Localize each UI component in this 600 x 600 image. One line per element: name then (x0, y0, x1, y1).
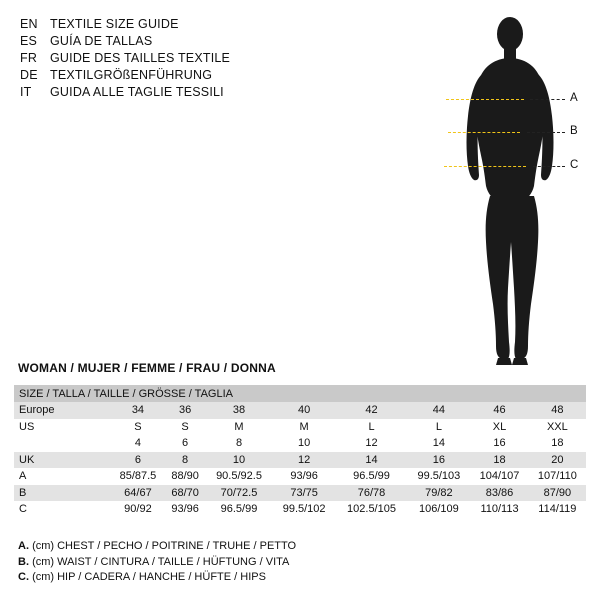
cell: S (165, 419, 205, 436)
hip-measure-line (444, 166, 526, 167)
cell: 99.5/103 (407, 468, 470, 485)
cell: 6 (111, 452, 165, 469)
cell: 20 (529, 452, 586, 469)
cell: 87/90 (529, 485, 586, 502)
language-code: ES (20, 34, 38, 48)
row-label (14, 435, 111, 452)
size-table (14, 385, 586, 518)
row-label: A (14, 468, 111, 485)
cell: 36 (165, 402, 205, 419)
language-code: IT (20, 85, 32, 99)
cell: 90/92 (111, 501, 165, 518)
table-header-label: SIZE / TALLA / TAILLE / GRÖSSE / TAGLIA (14, 385, 586, 402)
cell: 88/90 (165, 468, 205, 485)
row-label: US (14, 419, 111, 436)
cell: S (111, 419, 165, 436)
footnote-letter: C. (18, 571, 29, 583)
footnote-letter: B. (18, 555, 29, 568)
cell: 40 (273, 402, 336, 419)
cell: 34 (111, 402, 165, 419)
cell: 10 (273, 435, 336, 452)
cell: 73/75 (273, 485, 336, 502)
row-label: UK (14, 452, 111, 469)
cell: 18 (470, 452, 528, 469)
cell: M (273, 419, 336, 436)
language-code: EN (20, 17, 38, 31)
cell: XL (470, 419, 528, 436)
cell: 76/78 (336, 485, 408, 502)
footnote-a (18, 539, 296, 555)
cell: 10 (205, 452, 272, 469)
cell: XXL (529, 419, 586, 436)
cell: 14 (336, 452, 408, 469)
footnotes (18, 539, 296, 586)
body-figure (430, 10, 590, 370)
cell: 6 (165, 435, 205, 452)
cell: 96.5/99 (336, 468, 408, 485)
language-title: GUIDA ALLE TAGLIE TESSILI (50, 85, 224, 99)
cell: 96.5/99 (205, 501, 272, 518)
language-title: TEXTILGRÖßENFÜHRUNG (50, 68, 213, 82)
language-title-block (20, 16, 320, 101)
language-row (20, 50, 320, 67)
language-title: TEXTILE SIZE GUIDE (50, 17, 179, 31)
row-label: Europe (14, 402, 111, 419)
marker-label-c: C (570, 159, 579, 171)
marker-label-a: A (570, 92, 578, 104)
cell: 64/67 (111, 485, 165, 502)
cell: 90.5/92.5 (205, 468, 272, 485)
table-row (14, 485, 586, 502)
table-row (14, 419, 586, 436)
language-title: GUÍA DE TALLAS (50, 34, 153, 48)
cell: 4 (111, 435, 165, 452)
table-header-row (14, 385, 586, 402)
cell: 18 (529, 435, 586, 452)
language-row (20, 16, 320, 33)
language-code: DE (20, 68, 38, 82)
cell: 99.5/102 (273, 501, 336, 518)
cell: 93/96 (273, 468, 336, 485)
hip-leader-line (533, 166, 565, 167)
cell: 79/82 (407, 485, 470, 502)
table-row (14, 468, 586, 485)
row-label: C (14, 501, 111, 518)
waist-leader-line (527, 132, 565, 133)
cell: 46 (470, 402, 528, 419)
cell: M (205, 419, 272, 436)
table-row (14, 452, 586, 469)
chest-measure-line (446, 99, 524, 100)
language-row (20, 84, 320, 101)
cell: 107/110 (529, 468, 586, 485)
cell: 16 (407, 452, 470, 469)
cell: 68/70 (165, 485, 205, 502)
language-row (20, 67, 320, 84)
cell: 106/109 (407, 501, 470, 518)
cell: 110/113 (470, 501, 528, 518)
chest-leader-line (530, 99, 565, 100)
table-row (14, 402, 586, 419)
footnote-c (18, 570, 296, 586)
marker-label-b: B (570, 125, 578, 137)
language-code: FR (20, 51, 38, 65)
language-title: GUIDE DES TAILLES TEXTILE (50, 51, 231, 65)
table-row (14, 501, 586, 518)
language-row (20, 33, 320, 50)
waist-measure-line (448, 132, 520, 133)
cell: 38 (205, 402, 272, 419)
cell: 44 (407, 402, 470, 419)
cell: 104/107 (470, 468, 528, 485)
table-row (14, 435, 586, 452)
cell: 83/86 (470, 485, 528, 502)
cell: 48 (529, 402, 586, 419)
cell: 8 (205, 435, 272, 452)
cell: 114/119 (529, 501, 586, 518)
footnote-text: (cm) HIP / CADERA / HANCHE / HÜFTE / HIPS (32, 571, 266, 583)
cell: 12 (336, 435, 408, 452)
cell: L (407, 419, 470, 436)
woman-silhouette-icon (430, 10, 590, 370)
cell: 12 (273, 452, 336, 469)
footnote-letter: A. (18, 540, 29, 552)
cell: 16 (470, 435, 528, 452)
cell: 14 (407, 435, 470, 452)
section-heading: WOMAN / MUJER / FEMME / FRAU / DONNA (18, 361, 276, 375)
cell: 85/87.5 (111, 468, 165, 485)
cell: 93/96 (165, 501, 205, 518)
cell: 8 (165, 452, 205, 469)
cell: 42 (336, 402, 408, 419)
footnote-text: (cm) WAIST / CINTURA / TAILLE / HÜFTUNG / VITA (32, 555, 290, 568)
row-label: B (14, 485, 111, 502)
footnote-b (18, 555, 296, 571)
footnote-text: (cm) CHEST / PECHO / POITRINE / TRUHE / PETTO (32, 540, 297, 552)
cell: 102.5/105 (336, 501, 408, 518)
cell: 70/72.5 (205, 485, 272, 502)
cell: L (336, 419, 408, 436)
